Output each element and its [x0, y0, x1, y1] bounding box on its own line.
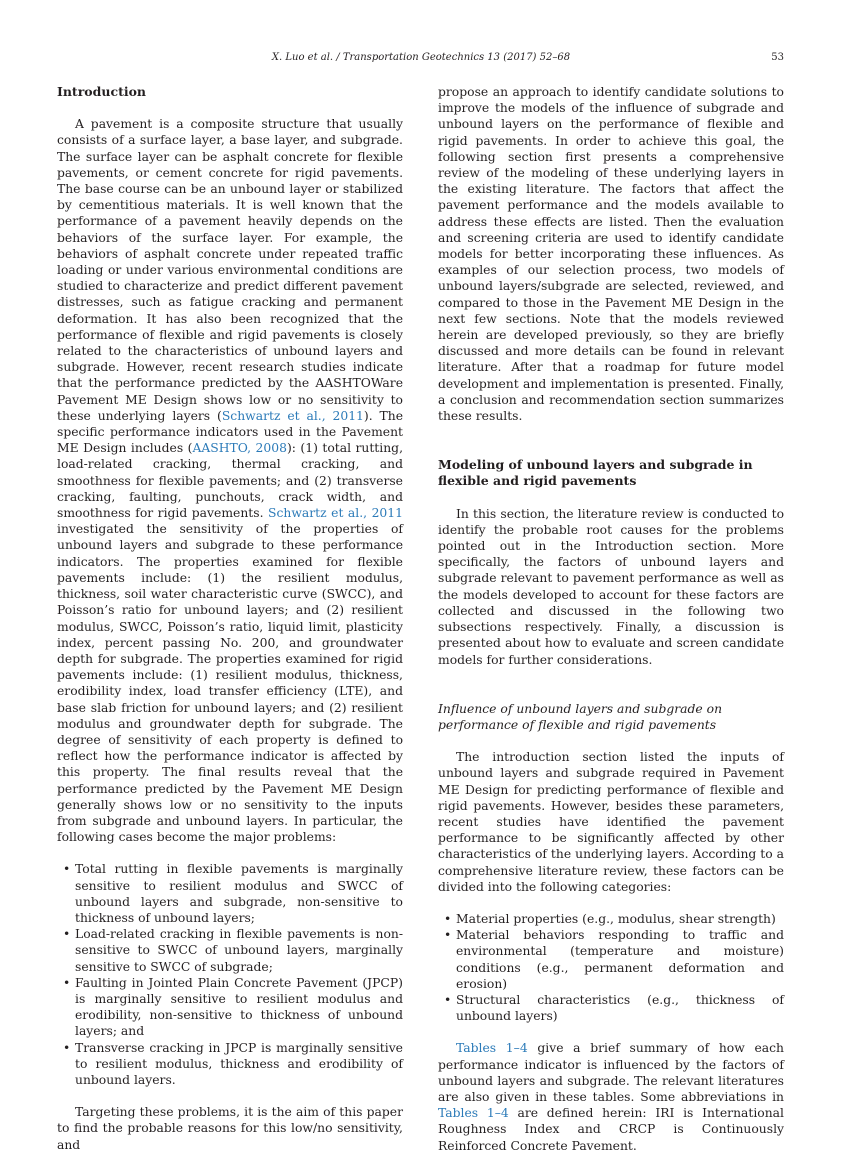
journal-citation: X. Luo et al. / Transportation Geotechnics 13 (2017) 52–68 — [271, 52, 571, 63]
list-item: • Faulting in Jointed Plain Concrete Pavement (JPCP) is marginally sensitive to resilient modulus and erodibility, non-sensitive to thickness of unbound layers; and — [57, 975, 403, 1040]
left-column — [57, 84, 403, 1153]
list-item: • Material properties (e.g., modulus, shear strength) — [438, 911, 784, 927]
text-run: are defined herein: IRI is International Roughness Index and CRCP is Continuously Reinforced Concrete Pavement. — [438, 1106, 784, 1153]
subsection-heading: Influence of unbound layers and subgrade on performance of flexible and rigid pavements — [438, 701, 723, 732]
section-paragraph: In this section, the literature review is conducted to identify the probable root causes for the problems pointed out in the Introduction section. More specifically, the factors of unbound layers and subgrade relevant to pavement performance as well as the models developed to account for these factors are collected and discussed in the following two subsections respectively. Finally, a discussion is presented about how to evaluate and screen candidate models for further considerations. — [438, 506, 784, 667]
citation-link-schwartz[interactable]: Schwartz et al., 2011 — [221, 408, 364, 423]
intro-heading: Introduction — [57, 84, 147, 99]
intro-paragraph-2: Targeting these problems, it is the aim of this paper to find the probable reasons for this low/no sensitivity, and — [57, 1105, 403, 1152]
list-item: • Total rutting in flexible pavements is marginally sensitive to resilient modulus and SWCC of unbound layers and subgrade, non-sensitive to thickness of unbound layers; — [57, 861, 403, 926]
text-run: A pavement is a composite structure that usually consists of a surface layer, a base layer, and subgrade. The surface layer can be asphalt concrete for flexible pavements, or cement concrete for rigid pavements. The base course can be an unbound layer or stabilized by cementitious materials. It is well known that the performance of a pavement heavily depends on the behaviors of the surface layer. For example, the behaviors of asphalt concrete under repeated traffic loading or under various environmental conditions are studied to characterize and predict different pavement distresses, such as fatigue cracking and permanent deformation. It has also been recognized that the performance of flexible and rigid pavements is closely related to the characteristics of unbound layers and subgrade. However, recent research studies indicate that the performance predicted by the AASHTOWare Pavement ME Design shows low or no sensitivity to these underlying layers ( — [57, 117, 403, 423]
list-item: • Load-related cracking in flexible pavements is non-sensitive to SWCC of unbound layers, marginally sensitive to SWCC of subgrade; — [57, 926, 403, 975]
factor-categories-list — [438, 911, 784, 1024]
right-column — [438, 84, 784, 1154]
intro-paragraph-1 — [57, 116, 403, 845]
tables-link[interactable]: Tables 1–4 — [456, 1041, 528, 1056]
text-run: ). The specific performance indicators used in the Pavement ME Design includes ( — [57, 408, 404, 456]
section-heading: Modeling of unbound layers and subgrade in flexible and rigid pavements — [438, 457, 753, 489]
tables-link-2[interactable]: Tables 1–4 — [438, 1106, 509, 1121]
list-item: • Material behaviors responding to traffic and environmental (temperature and moisture) conditions (e.g., permanent deformation and erosion) — [438, 927, 784, 992]
subsection-paragraph: The introduction section listed the inputs of unbound layers and subgrade required in Pavement ME Design for predicting performance of flexible and rigid pavements. However, besides these parameters, recent studies have identified the pavement performance to be significantly affected by other characteristics of the underlying layers. According to a comprehensive literature review, these factors can be divided into the following categories: — [438, 750, 784, 894]
tables-paragraph — [438, 1040, 784, 1153]
problems-list — [57, 861, 403, 1088]
intro-continuation: propose an approach to identify candidate solutions to improve the models of the influence of subgrade and unbound layers on the performance of flexible and rigid pavements. In order to achieve this goal, the following section first presents a comprehensive review of the modeling of these underlying layers in the existing literature. The factors that affect the pavement performance and the models available to address these effects are listed. Then the evaluation and screening criteria are used to identify candidate models for better incorporating these influences. As examples of our selection process, two models of unbound layers/subgrade are selected, reviewed, and compared to those in the Pavement ME Design in the next few sections. Note that the models reviewed herein are developed previously, so they are briefly discussed and more details can be found in relevant literature. After that a roadmap for future model development and implementation is presented. Finally, a conclusion and recommendation section summarizes these results. — [438, 85, 784, 424]
running-header — [58, 52, 784, 68]
text-run: investigated the sensitivity of the properties of unbound layers and subgrade to these performance indicators. The properties examined for flexible pavements include: (1) the resilient modulus, thickness, soil water characteristic curve (SWCC), and Poisson’s ratio for unbound layers; and (2) resilient modulus, SWCC, Poisson’s ratio, liquid limit, plasticity index, percent passing No. 200, and groundwater depth for subgrade. The properties examined for rigid pavements include: (1) resilient modulus, thickness, erodibility index, load transfer efficiency (LTE), and base slab friction for unbound layers; and (2) resilient modulus and groundwater depth for subgrade. The degree of sensitivity of each property is defined to reflect how the performance indicator is affected by this property. The final results reveal that the performance predicted by the Pavement ME Design generally shows low or no sensitivity to the inputs from subgrade and unbound layers. In particular, the following cases become the major problems: — [57, 522, 403, 845]
list-item: • Transverse cracking in JPCP is marginally sensitive to resilient modulus, thickness and erodibility of unbound layers. — [57, 1040, 403, 1089]
list-item: • Structural characteristics (e.g., thickness of unbound layers) — [438, 992, 784, 1024]
citation-link-aashto[interactable]: AASHTO, 2008 — [192, 441, 287, 456]
citation-link-schwartz-2[interactable]: Schwartz et al., 2011 — [268, 506, 403, 521]
text-run: give a brief summary of how each performance indicator is influenced by the factors of unbound layers and subgrade. The relevant literatures are also given in these tables. Some abbreviations in — [438, 1041, 784, 1104]
page-number: 53 — [771, 52, 784, 63]
text-run: ): (1) total rutting, load-related cracking, thermal cracking, and smoothness for flexible pavements; and (2) transverse cracking, faulting, punchouts, crack width, and smoothness for rigid pavements. — [57, 441, 403, 521]
